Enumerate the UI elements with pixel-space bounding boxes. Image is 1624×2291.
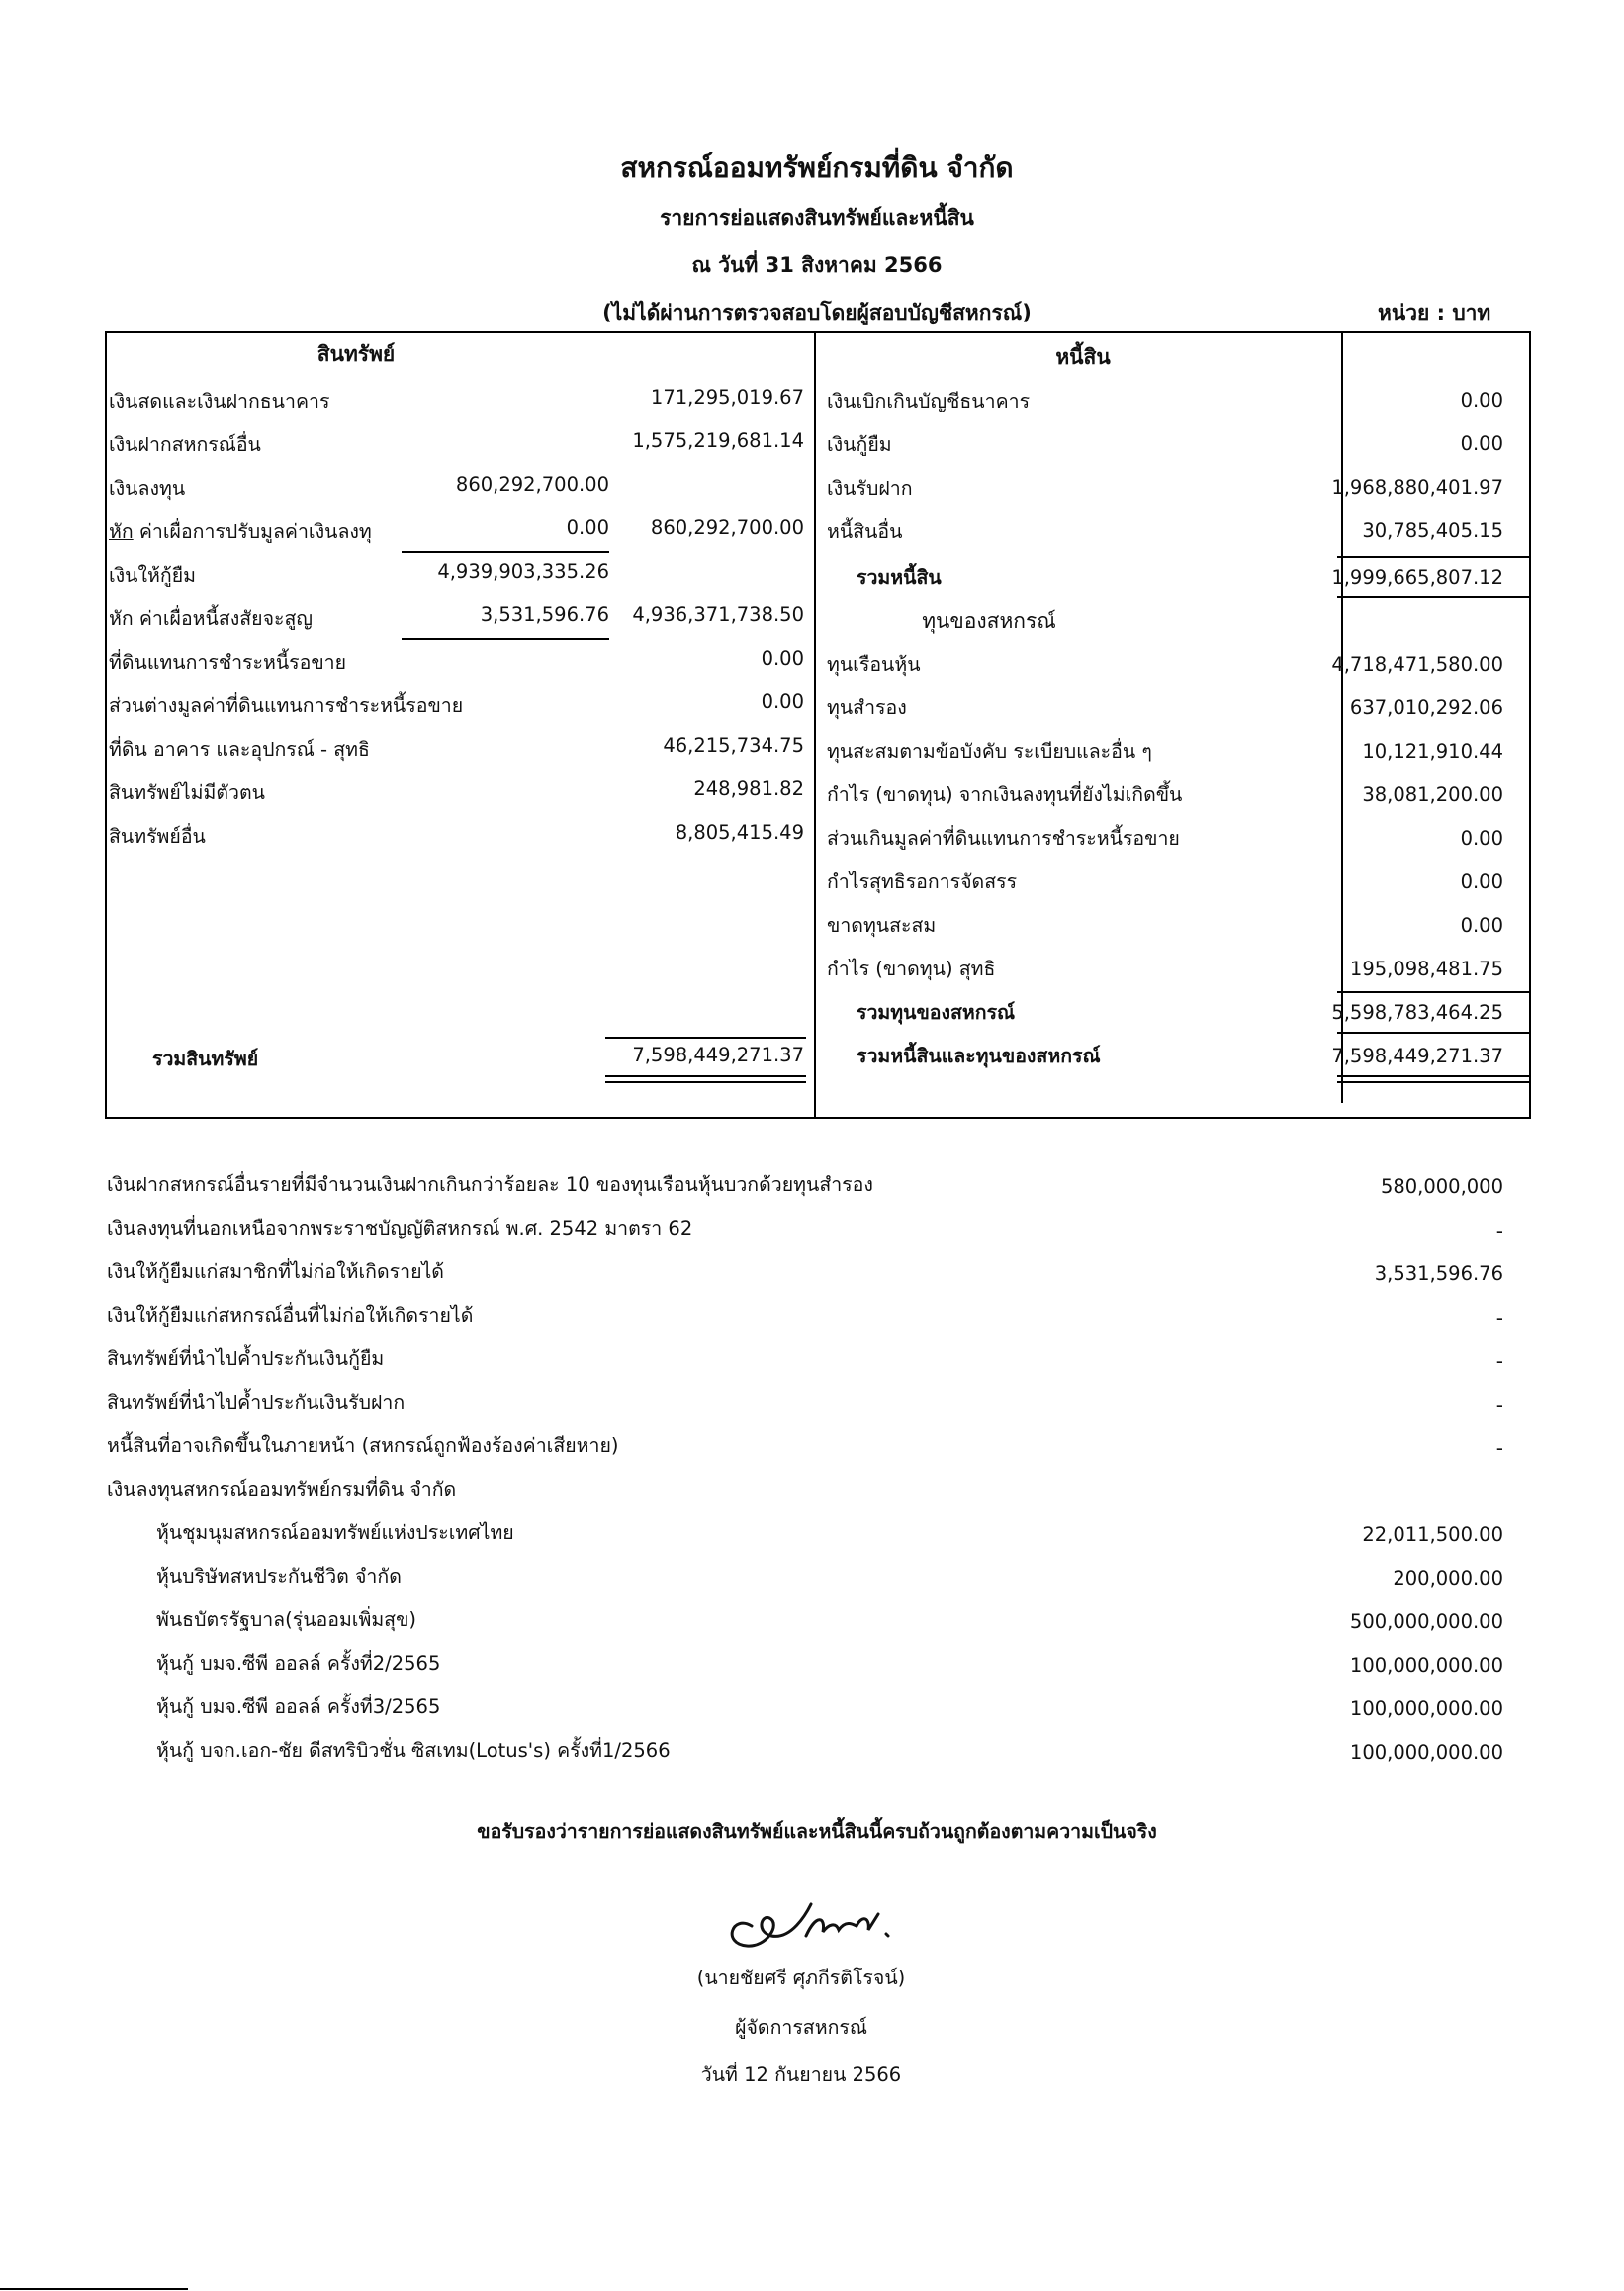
- asset-label: เงินฝากสหกรณ์อื่น: [109, 433, 261, 456]
- total-line: [1337, 596, 1531, 598]
- double-underline: [605, 1075, 806, 1077]
- note-label: เงินลงทุนที่นอกเหนือจากพระราชบัญญัติสหกรณ์ พ.ศ. 2542 มาตรา 62: [107, 1217, 693, 1239]
- equity-label: ขาดทุนสะสม: [827, 914, 937, 937]
- liability-amount: 30,785,405.15: [1362, 519, 1503, 542]
- note-label: หนี้สินที่อาจเกิดขึ้นในภายหน้า (สหกรณ์ถูกฟ้องร้องค่าเสียหาย): [107, 1434, 619, 1457]
- equity-amount: 10,121,910.44: [1362, 740, 1503, 763]
- investment-value: 22,011,500.00: [1362, 1523, 1503, 1546]
- note-value: -: [1495, 1306, 1503, 1329]
- note-label: เงินให้กู้ยืมแก่สมาชิกที่ไม่ก่อให้เกิดรายได้: [107, 1260, 444, 1283]
- equity-amount: 0.00: [1460, 827, 1503, 850]
- total-equity-amount: 5,598,783,464.25: [1331, 1001, 1503, 1024]
- signer-position: ผู้จัดการสหกรณ์: [735, 2016, 867, 2039]
- equity-label: กำไร (ขาดทุน) สุทธิ: [827, 958, 996, 980]
- asset-amount: 860,292,700.00: [650, 516, 804, 539]
- equity-label: กำไร (ขาดทุน) จากเงินลงทุนที่ยังไม่เกิดขึ้น: [827, 783, 1183, 806]
- equity-label: ทุนเรือนหุ้น: [827, 653, 921, 676]
- total-liabilities-label: รวมหนี้สิน: [857, 566, 942, 589]
- document-subtitle: รายการย่อแสดงสินทรัพย์และหนี้สิน: [660, 206, 974, 229]
- asset-sub-amount: 3,531,596.76: [480, 603, 609, 626]
- liability-label: หนี้สินอื่น: [827, 520, 903, 543]
- equity-amount: 195,098,481.75: [1349, 958, 1503, 980]
- total-liabilities-amount: 1,999,665,807.12: [1331, 566, 1503, 589]
- asset-amount: 248,981.82: [693, 778, 804, 800]
- investment-value: 100,000,000.00: [1349, 1697, 1503, 1720]
- total-line: [605, 1037, 806, 1039]
- equity-label: ทุนสำรอง: [827, 696, 907, 719]
- note-value: -: [1495, 1219, 1503, 1242]
- liability-label: เงินกู้ยืม: [827, 433, 892, 456]
- asset-sub-amount: 4,939,903,335.26: [437, 560, 609, 583]
- asset-sub-amount: 860,292,700.00: [455, 473, 609, 496]
- equity-label: ทุนสะสมตามข้อบังคับ ระเบียบและอื่น ๆ: [827, 740, 1152, 763]
- asset-label-text: ค่าเผื่อการปรับมูลค่าเงินลงทุ: [133, 520, 372, 543]
- liability-label: เงินเบิกเกินบัญชีธนาคาร: [827, 390, 1031, 412]
- investment-label: หุ้นกู้ บจก.เอก-ชัย ดีสทริบิวชั่น ซิสเทม(Lotus's) ครั้งที่1/2566: [156, 1739, 671, 1762]
- investment-label: หุ้นชุมนุมสหกรณ์ออมทรัพย์แห่งประเทศไทย: [156, 1521, 514, 1544]
- note-label: เงินฝากสหกรณ์อื่นรายที่มีจำนวนเงินฝากเกินกว่าร้อยละ 10 ของทุนเรือนหุ้นบวกด้วยทุนสำรอง: [107, 1173, 873, 1196]
- note-value: -: [1495, 1436, 1503, 1460]
- deduct-prefix: หัก: [109, 520, 134, 543]
- asset-amount: 0.00: [761, 647, 804, 670]
- investment-value: 100,000,000.00: [1349, 1741, 1503, 1764]
- asset-amount: 1,575,219,681.14: [632, 429, 804, 452]
- note-label: สินทรัพย์ที่นำไปค้ำประกันเงินกู้ยืม: [107, 1347, 385, 1370]
- asset-label: เงินสดและเงินฝากธนาคาร: [109, 390, 330, 412]
- subtotal-line: [402, 551, 609, 553]
- liabilities-heading: หนี้สิน: [1055, 345, 1111, 369]
- investment-value: 200,000.00: [1393, 1567, 1503, 1590]
- asset-label: สินทรัพย์ไม่มีตัวตน: [109, 781, 265, 804]
- signature-icon: [712, 1875, 930, 1964]
- investment-label: หุ้นกู้ บมจ.ซีพี ออลล์ ครั้งที่3/2565: [156, 1695, 441, 1718]
- asset-sub-amount: 0.00: [566, 516, 609, 539]
- equity-heading: ทุนของสหกรณ์: [922, 609, 1056, 633]
- total-assets-amount: 7,598,449,271.37: [632, 1044, 804, 1066]
- investment-label: หุ้นกู้ บมจ.ซีพี ออลล์ ครั้งที่2/2565: [156, 1652, 441, 1675]
- grand-total-label: รวมหนี้สินและทุนของสหกรณ์: [857, 1045, 1101, 1067]
- liability-amount: 1,968,880,401.97: [1331, 476, 1503, 499]
- total-line: [1337, 556, 1531, 558]
- total-assets-label: รวมสินทรัพย์: [152, 1048, 259, 1070]
- total-line: [1337, 1032, 1531, 1034]
- liability-label: เงินรับฝาก: [827, 477, 913, 500]
- equity-label: กำไรสุทธิรอการจัดสรร: [827, 871, 1018, 893]
- note-label: สินทรัพย์ที่นำไปค้ำประกันเงินรับฝาก: [107, 1391, 406, 1414]
- asset-amount: 4,936,371,738.50: [632, 603, 804, 626]
- note-value: 580,000,000: [1380, 1175, 1503, 1198]
- investment-label: หุ้นบริษัทสหประกันชีวิต จำกัด: [156, 1565, 402, 1588]
- document-date: ณ วันที่ 31 สิงหาคม 2566: [691, 253, 943, 277]
- investment-value: 500,000,000.00: [1349, 1610, 1503, 1633]
- asset-label: ส่วนต่างมูลค่าที่ดินแทนการชำระหนี้รอขาย: [109, 694, 464, 717]
- asset-amount: 171,295,019.67: [650, 386, 804, 409]
- note-label: เงินลงทุนสหกรณ์ออมทรัพย์กรมที่ดิน จำกัด: [107, 1478, 457, 1501]
- asset-label: เงินให้กู้ยืม: [109, 564, 196, 587]
- asset-label: สินทรัพย์อื่น: [109, 825, 206, 848]
- asset-label: [109, 516, 372, 547]
- asset-amount: 0.00: [761, 690, 804, 713]
- double-underline: [1337, 1075, 1531, 1077]
- signature-date: วันที่ 12 กันยายน 2566: [700, 2063, 902, 2086]
- equity-amount: 4,718,471,580.00: [1331, 653, 1503, 676]
- note-value: 3,531,596.76: [1374, 1262, 1503, 1285]
- equity-amount: 0.00: [1460, 914, 1503, 937]
- investment-label: พันธบัตรรัฐบาล(รุ่นออมเพิ่มสุข): [156, 1608, 417, 1631]
- asset-label: หัก ค่าเผื่อหนี้สงสัยจะสูญ: [109, 607, 314, 630]
- table-divider: [814, 331, 816, 1119]
- note-value: -: [1495, 1349, 1503, 1373]
- equity-amount: 0.00: [1460, 871, 1503, 893]
- asset-amount: 8,805,415.49: [675, 821, 804, 844]
- liability-amount: 0.00: [1460, 432, 1503, 455]
- asset-label: เงินลงทุน: [109, 477, 186, 500]
- equity-amount: 637,010,292.06: [1349, 696, 1503, 719]
- liability-amount: 0.00: [1460, 389, 1503, 412]
- unit-label: หน่วย : บาท: [1378, 301, 1491, 324]
- audit-note: (ไม่ได้ผ่านการตรวจสอบโดยผู้สอบบัญชีสหกรณ์): [602, 301, 1032, 324]
- signer-name: (นายชัยศรี ศุภกีรติโรจน์): [696, 1967, 906, 1989]
- total-line: [1337, 991, 1531, 993]
- assets-heading: สินทรัพย์: [316, 342, 396, 366]
- asset-label: ที่ดินแทนการชำระหนี้รอขาย: [109, 651, 347, 674]
- certification-statement: ขอรับรองว่ารายการย่อแสดงสินทรัพย์และหนี้สินนี้ครบถ้วนถูกต้องตามความเป็นจริง: [477, 1820, 1157, 1843]
- asset-amount: 46,215,734.75: [663, 734, 804, 757]
- subtotal-line: [402, 638, 609, 640]
- equity-label: ส่วนเกินมูลค่าที่ดินแทนการชำระหนี้รอขาย: [827, 827, 1180, 850]
- note-label: เงินให้กู้ยืมแก่สหกรณ์อื่นที่ไม่ก่อให้เกิดรายได้: [107, 1304, 474, 1327]
- investment-value: 100,000,000.00: [1349, 1654, 1503, 1677]
- total-equity-label: รวมทุนของสหกรณ์: [857, 1001, 1016, 1024]
- page-edge-line: [0, 2288, 188, 2290]
- equity-amount: 38,081,200.00: [1362, 783, 1503, 806]
- document-title: สหกรณ์ออมทรัพย์กรมที่ดิน จำกัด: [620, 151, 1014, 184]
- note-value: -: [1495, 1393, 1503, 1417]
- double-underline: [1337, 1081, 1531, 1083]
- grand-total-amount: 7,598,449,271.37: [1331, 1045, 1503, 1067]
- double-underline: [605, 1081, 806, 1083]
- asset-label: ที่ดิน อาคาร และอุปกรณ์ - สุทธิ: [109, 738, 370, 761]
